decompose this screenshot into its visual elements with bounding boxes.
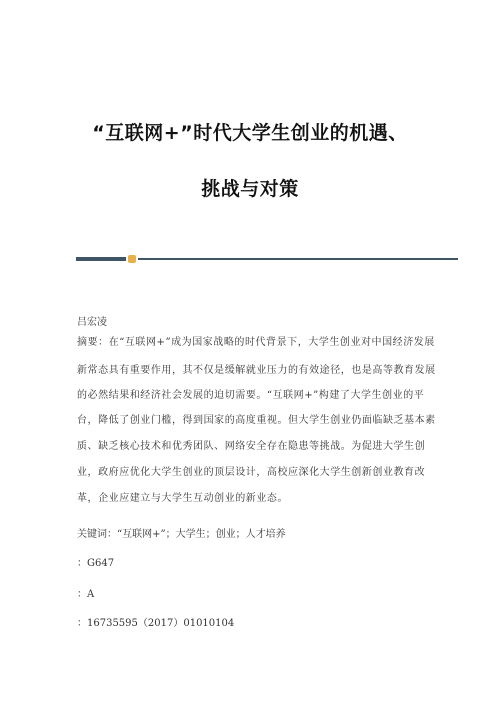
title-line-1: “互联网+”时代大学生创业的机遇、	[92, 122, 408, 144]
author-name: 吕宏凌	[77, 317, 107, 328]
document-code: ：A	[77, 589, 95, 600]
title-line-2: 挑战与对策	[201, 178, 299, 200]
divider-bar-right	[138, 258, 458, 260]
divider-emblem-icon	[128, 255, 136, 263]
keywords: 关键词：“互联网+”；大学生；创业；人才培养	[77, 529, 286, 540]
divider-bar-left	[76, 257, 126, 261]
abstract-line-7: 革，企业应建立与大学生互动创业的新业态。	[77, 493, 288, 504]
abstract-line-1: 摘要：在“互联网+”成为国家战略的时代背景下，大学生创业对中国经济发展	[77, 337, 435, 348]
abstract-line-6: 业，政府应优化大学生创业的顶层设计，高校应深化大学生创新创业教育改	[77, 467, 426, 478]
abstract-line-2: 新常态具有重要作用，其不仅是缓解就业压力的有效途径，也是高等教育发展	[77, 365, 436, 376]
abstract-line-3: 的必然结果和经济社会发展的迫切需要。“互联网+”构建了大学生创业的平	[77, 390, 425, 401]
abstract-line-4: 台，降低了创业门槛，得到国家的高度重视。但大学生创业仍面临缺乏基本素	[77, 415, 436, 426]
article-id: ：16735595（2017）01010104	[77, 618, 235, 629]
abstract-line-5: 质、缺乏核心技术和优秀团队、网络安全存在隐患等挑战。为促进大学生创	[77, 441, 426, 452]
title-divider	[76, 255, 458, 263]
classification-number: ：G647	[77, 558, 115, 569]
